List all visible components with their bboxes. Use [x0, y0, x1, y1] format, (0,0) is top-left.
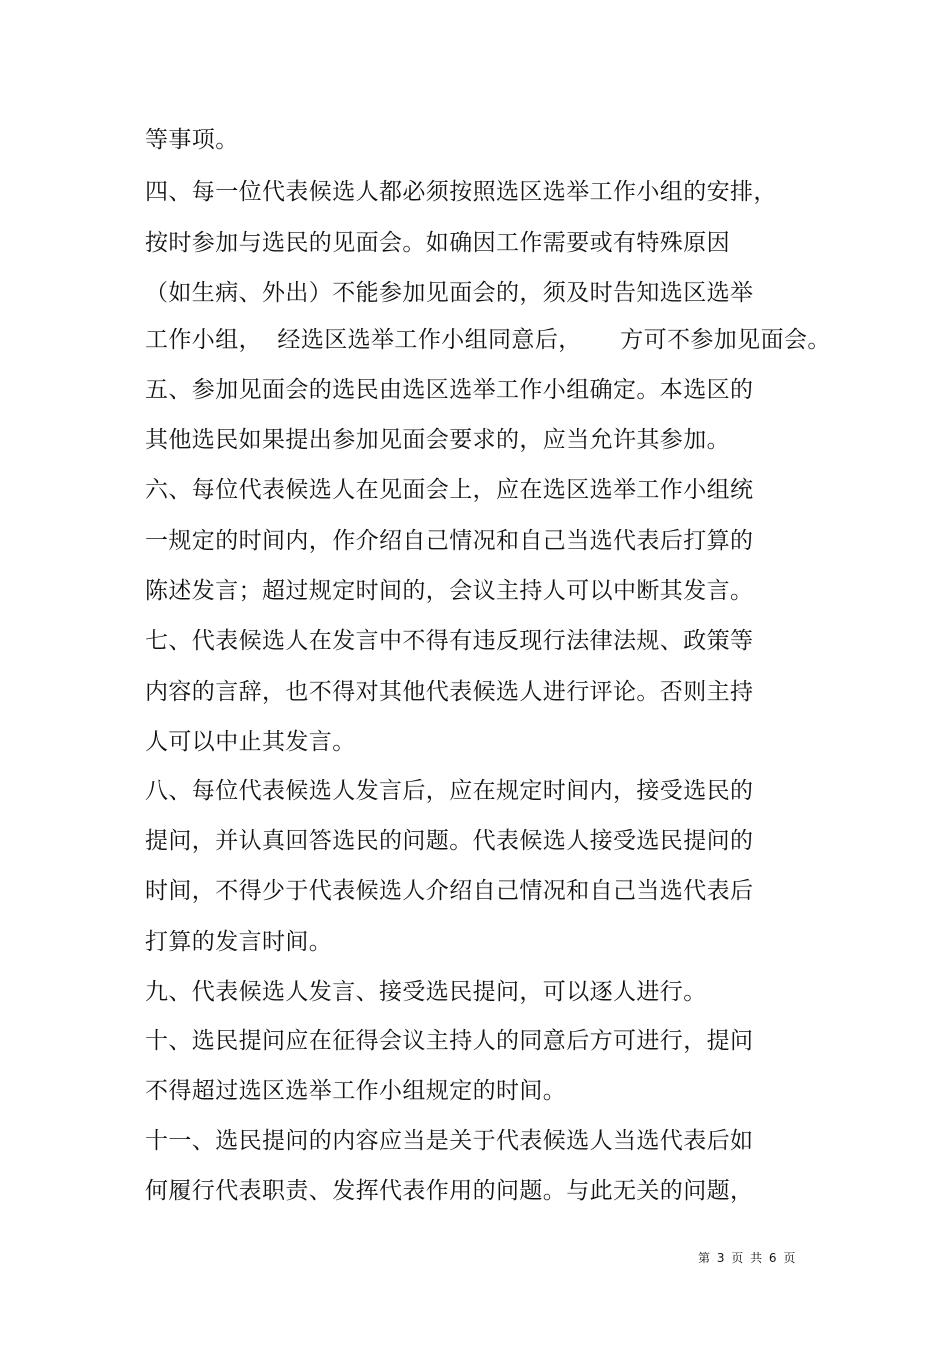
page-number: 第 3 页 共 6 页	[698, 1251, 796, 1265]
text-line: 内容的言辞，也不得对其他代表候选人进行评论。否则主持	[145, 679, 754, 705]
text-line: 陈述发言；超过规定时间的，会议主持人可以中断其发言。	[145, 578, 754, 604]
text-line: 工作小组， 经选区选举工作小组同意后， 方可不参加见面会。	[145, 327, 831, 353]
text-line: 时间，不得少于代表候选人介绍自己情况和自己当选代表后	[145, 878, 754, 904]
text-line: 其他选民如果提出参加见面会要求的，应当允许其参加。	[145, 427, 730, 453]
text-line: 人可以中止其发言。	[145, 729, 356, 755]
text-line: 十、选民提问应在征得会议主持人的同意后方可进行，提问	[145, 1028, 754, 1054]
text-line: 何履行代表职责、发挥代表作用的问题。与此无关的问题，	[145, 1178, 754, 1204]
text-line: 不得超过选区选举工作小组规定的时间。	[145, 1078, 567, 1104]
text-line: 七、代表候选人在发言中不得有违反现行法律法规、政策等	[145, 628, 754, 654]
text-line: 按时参加与选民的见面会。如确因工作需要或有特殊原因	[145, 230, 730, 256]
text-line: 五、参加见面会的选民由选区选举工作小组确定。本选区的	[145, 377, 754, 403]
text-line: 一规定的时间内，作介绍自己情况和自己当选代表后打算的	[145, 528, 754, 554]
text-line: （如生病、外出）不能参加见面会的，须及时告知选区选举	[145, 280, 754, 306]
text-line: 六、每位代表候选人在见面会上，应在选区选举工作小组统	[145, 477, 754, 503]
text-line: 九、代表候选人发言、接受选民提问，可以逐人进行。	[145, 979, 707, 1005]
text-line: 等事项。	[145, 127, 239, 153]
text-line: 八、每位代表候选人发言后，应在规定时间内，接受选民的	[145, 778, 754, 804]
text-line: 打算的发言时间。	[145, 929, 333, 955]
text-line: 四、每一位代表候选人都必须按照选区选举工作小组的安排，	[145, 179, 777, 205]
text-line: 提问，并认真回答选民的问题。代表候选人接受选民提问的	[145, 828, 754, 854]
text-line: 十一、选民提问的内容应当是关于代表候选人当选代表后如	[145, 1128, 754, 1154]
